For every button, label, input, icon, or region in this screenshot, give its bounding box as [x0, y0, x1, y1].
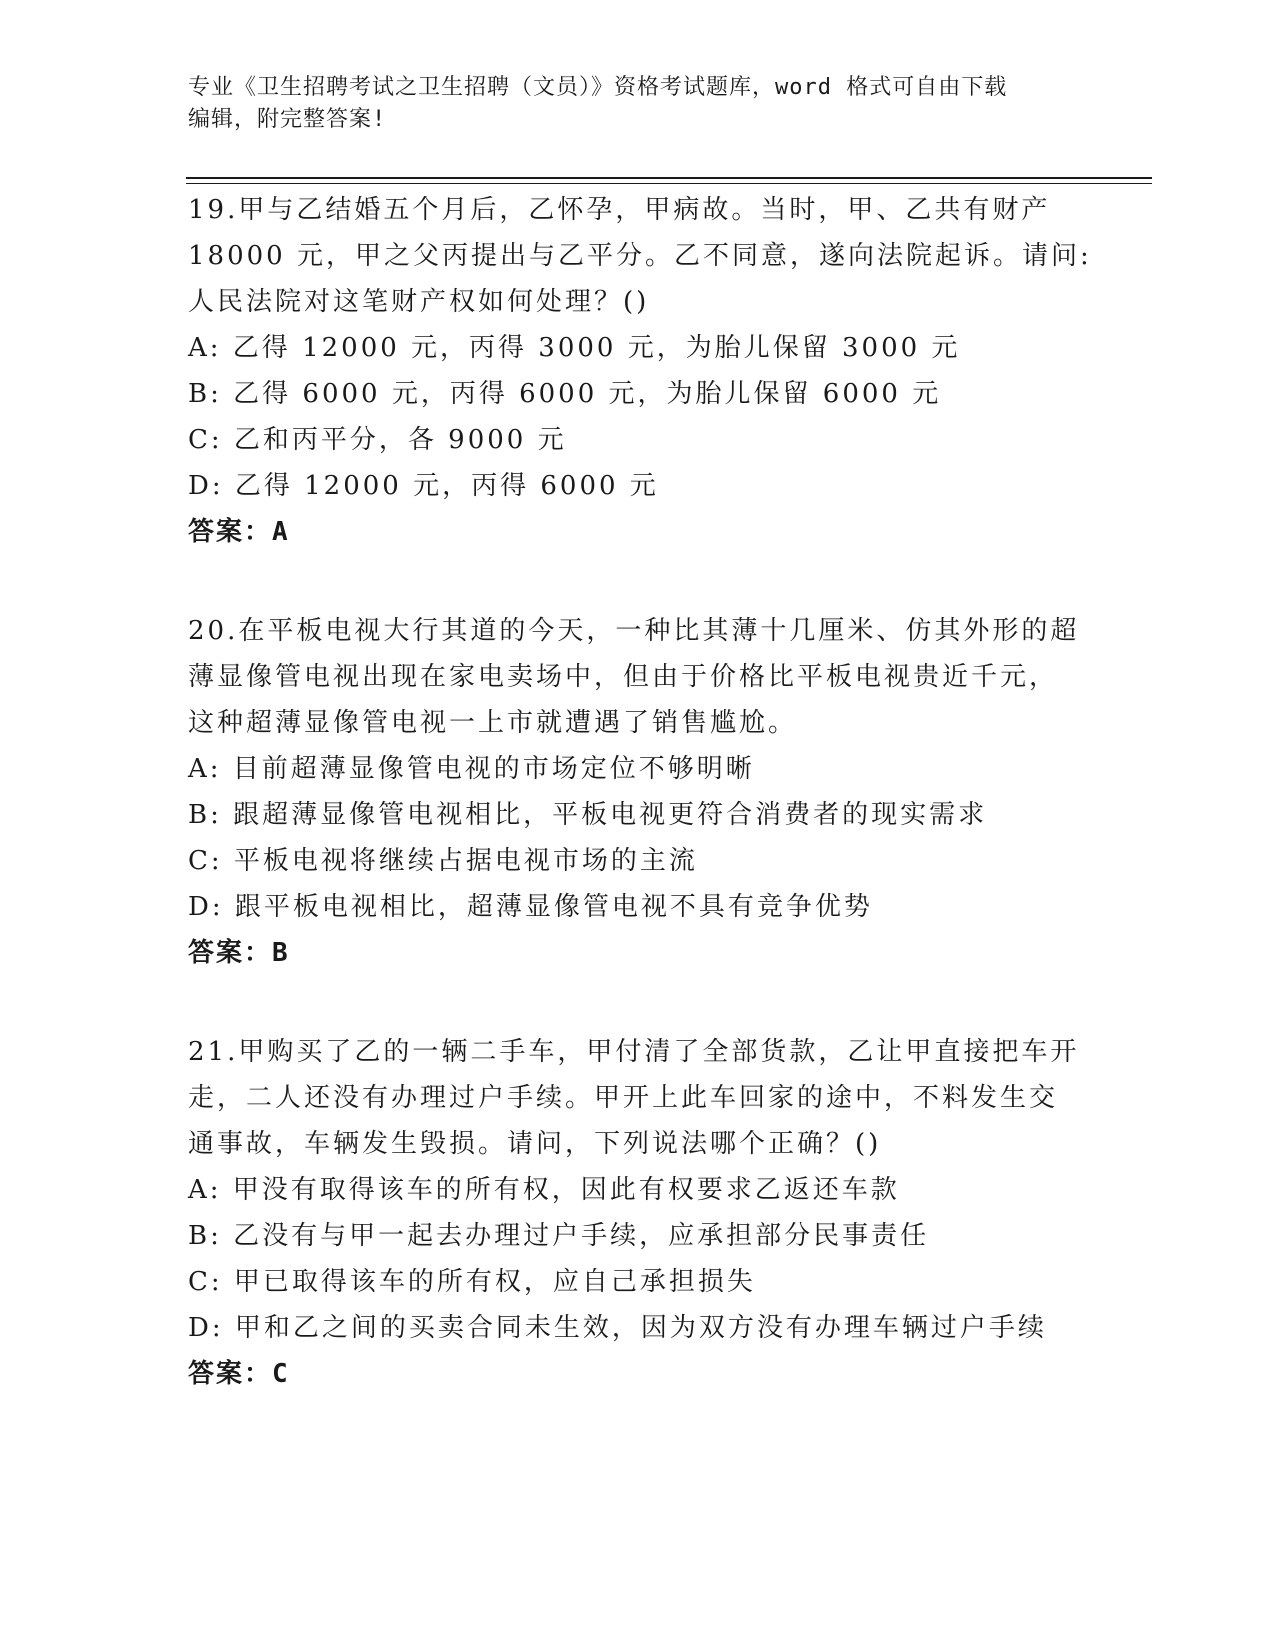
answer-value: C: [272, 1359, 288, 1389]
question-list: [188, 187, 1092, 1450]
option-d: D: 乙得 12000 元，丙得 6000 元: [188, 471, 659, 501]
answer-line: [188, 509, 1088, 555]
header-divider-thin: [186, 183, 1152, 184]
answer-value: A: [272, 517, 288, 547]
question-21: [188, 1029, 1088, 1397]
question-stem-line: 19.甲与乙结婚五个月后，乙怀孕，甲病故。当时，甲、乙共有财产: [188, 195, 1051, 225]
option-b: B: 乙得 6000 元，丙得 6000 元，为胎儿保留 6000 元: [188, 379, 942, 409]
header-line: 编辑，附完整答案!: [188, 107, 387, 132]
question-stem-line: 20.在平板电视大行其道的今天，一种比其薄十几厘米、仿其外形的超: [188, 616, 1080, 646]
option-d: D: 跟平板电视相比，超薄显像管电视不具有竞争优势: [188, 892, 873, 922]
question-20: [188, 608, 1088, 976]
question-stem-line: 21.甲购买了乙的一辆二手车，甲付清了全部货款，乙让甲直接把车开: [188, 1037, 1080, 1067]
question-stem-line: 通事故，车辆发生毁损。请问，下列说法哪个正确？(): [188, 1129, 882, 1159]
answer-label: 答案：: [188, 1359, 273, 1389]
option-b: B: 跟超薄显像管电视相比，平板电视更符合消费者的现实需求: [188, 800, 988, 830]
question-stem-line: 走，二人还没有办理过户手续。甲开上此车回家的途中，不料发生交: [188, 1083, 1059, 1113]
option-a: A: 目前超薄显像管电视的市场定位不够明晰: [188, 754, 755, 784]
answer-line: [188, 1351, 1088, 1397]
question-stem-line: 人民法院对这笔财产权如何处理？(): [188, 287, 650, 317]
question-stem-line: 这种超薄显像管电视一上市就遭遇了销售尴尬。: [188, 708, 798, 738]
question-stem-line: 薄显像管电视出现在家电卖场中，但由于价格比平板电视贵近千元，: [188, 662, 1059, 692]
option-c: C: 甲已取得该车的所有权，应自己承担损失: [188, 1267, 756, 1297]
option-a: A: 甲没有取得该车的所有权，因此有权要求乙返还车款: [188, 1175, 900, 1205]
answer-value: B: [272, 938, 288, 968]
option-d: D: 甲和乙之间的买卖合同未生效，因为双方没有办理车辆过户手续: [188, 1313, 1047, 1343]
option-c: C: 平板电视将继续占据电视市场的主流: [188, 846, 698, 876]
header-divider-thick: [186, 177, 1152, 179]
answer-line: [188, 930, 1088, 976]
answer-label: 答案：: [188, 517, 273, 547]
option-a: A: 乙得 12000 元，丙得 3000 元，为胎儿保留 3000 元: [188, 333, 961, 363]
answer-label: 答案：: [188, 938, 273, 968]
question-stem-line: 18000 元，甲之父丙提出与乙平分。乙不同意，遂向法院起诉。请问:: [188, 241, 1092, 271]
document-header: [188, 72, 1088, 136]
header-line: 专业《卫生招聘考试之卫生招聘（文员）》资格考试题库，word 格式可自由下载: [188, 75, 1008, 100]
question-19: [188, 187, 1092, 555]
option-b: B: 乙没有与甲一起去办理过户手续，应承担部分民事责任: [188, 1221, 930, 1251]
option-c: C: 乙和丙平分，各 9000 元: [188, 425, 567, 455]
